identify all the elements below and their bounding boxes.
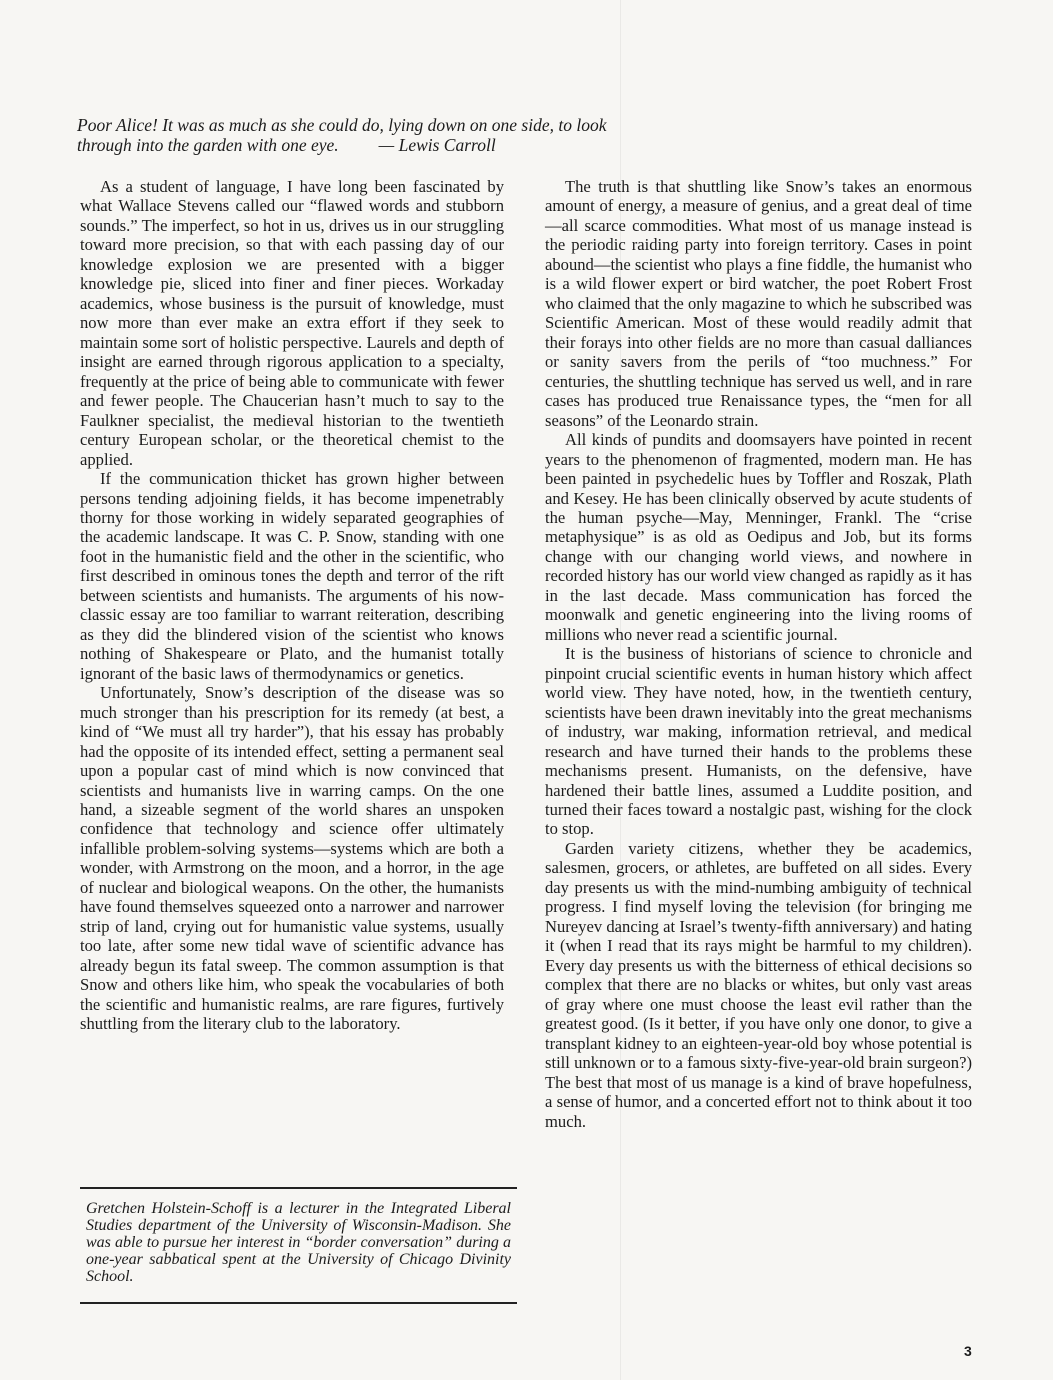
- right-column: [545, 177, 972, 1131]
- epigraph-attribution: — Lewis Carroll: [378, 135, 496, 155]
- epigraph: [77, 115, 737, 155]
- paragraph-3: Unfortunately, Snow’s description of the disease was so much stronger than his prescription for its remedy (at best, a kind of “We must all try harder”), that his essay has probably had the opposite of its intended effect, setting a permanent seal upon a popular cast of mind which is now convinced that scientists and humanists live in warring camps. On the one hand, a sizeable segment of the world shares an unspoken confidence that technology and science offer ultimately infallible problem-solving systems—systems which are both a wonder, with Armstrong on the moon, and a horror, in the age of nuclear and biological weapons. On the other, the humanists have found themselves squeezed onto a narrower and narrower strip of land, crying out for humanistic value systems, usually too late, after some new tidal wave of scientific advance has already begun its fatal sweep. The common assumption is that Snow and others like him, who speak the vocabularies of both the scientific and humanistic realms, are rare figures, furtively shuttling from the literary club to the laboratory.: [80, 683, 504, 1034]
- bio-bottom-rule: [80, 1302, 517, 1304]
- author-bio: Gretchen Holstein-Schoff is a lecturer in the Integrated Liberal Studies department of the University of Wisconsin-Madison. She was able to pursue her interest in “border conversation” during a one-year sabbatical spent at the University of Chicago Divinity School.: [86, 1200, 511, 1285]
- paragraph-4: The truth is that shuttling like Snow’s takes an enormous amount of energy, a measure of genius, and a great deal of time—all scarce commodities. What most of us manage instead is the periodic raiding party into foreign territory. Cases in point abound—the scientist who plays a fine fiddle, the humanist who is a wild flower expert or bird watcher, the poet Robert Frost who claimed that the only magazine to which he subscribed was Scientific American. Most of these would readily admit that their forays into other fields are no more than casual dalliances or sanity savers from the perils of “too muchness.” For centuries, the shuttling technique has served us well, and in rare cases has produced true Renaissance types, the “men for all seasons” of the Leonardo strain.: [545, 177, 972, 430]
- paragraph-5: All kinds of pundits and doomsayers have pointed in recent years to the phenomenon of fragmented, modern man. He has been painted in psychedelic hues by Toffler and Roszak, Plath and Kesey. He has been clinically observed by acute students of the human psyche—May, Menninger, Frankl. The “crise metaphysique” is as old as Oedipus and Job, but its forms change with our changing world views, and nowhere in recorded history has our world view changed as rapidly as it has in the last decade. Mass communication has forced the moonwalk and genetic engineering into the living rooms of millions who never read a scientific journal.: [545, 430, 972, 644]
- paragraph-6: It is the business of historians of science to chronicle and pinpoint crucial scientific events in human history which affect world view. They have noted, how, in the twentieth century, scientists have been drawn inevitably into the great mechanisms of industry, war making, information retrieval, and medical research and have turned their hands to the problems these mechanisms present. Humanists, on the defensive, have hardened their battle lines, assumed a Luddite position, and turned their faces toward a nostalgic past, wishing for the clock to stop.: [545, 644, 972, 839]
- paragraph-2: If the communication thicket has grown higher between persons tending adjoining fields, it has become impenetrably thorny for those working in widely separated geographies of the academic landscape. It was C. P. Snow, standing with one foot in the humanistic field and the other in the scientific, who first described in ominous tones the depth and terror of the rift between scientists and humanists. The arguments of his now-classic essay are too familiar to warrant reiteration, describing as they did the blindered vision of the scientist who knows nothing of Shakespeare or Plato, and the humanist totally ignorant of the basic laws of thermodynamics or genetics.: [80, 469, 504, 683]
- bio-top-rule: [80, 1187, 517, 1189]
- paragraph-1: As a student of language, I have long been fascinated by what Wallace Stevens called our “flawed words and stubborn sounds.” The imperfect, so hot in us, drives us in our struggling toward more precision, so that with each passing day of our knowledge explosion we are presented with a bigger knowledge pie, sliced into finer and finer pieces. Workaday academics, whose business is the pursuit of knowledge, must now more than ever make an extra effort if they seek to maintain some sort of holistic perspective. Laurels and depth of insight are earned through rigorous application to a specialty, frequently at the price of being able to communicate with fewer and fewer people. The Chaucerian hasn’t much to say to the Faulkner specialist, the medieval historian to the twentieth century European scholar, or the theoretical chemist to the applied.: [80, 177, 504, 469]
- epigraph-line-1: Poor Alice! It was as much as she could do, lying down on one side, to look: [77, 115, 607, 135]
- paragraph-7: Garden variety citizens, whether they be academics, salesmen, grocers, or athletes, are buffeted on all sides. Every day presents us with the mind-numbing ambiguity of technical progress. I find myself loving the television (for bringing me Nureyev dancing at Israel’s twenty-fifth anniversary) and hating it (when I read that its rays might be harmful to my children). Every day presents us with the bitterness of ethical decisions so complex that there are no blacks or whites, but only vast areas of gray where one must choose the least evil rather than the greatest good. (Is it better, if you have only one donor, to give a transplant kidney to an eighteen-year-old boy whose potential is still unknown or to a famous sixty-five-year-old brain surgeon?) The best that most of us manage is a kind of brave hopefulness, a sense of humor, and a concerted effort not to think about it too much.: [545, 838, 972, 1131]
- page-number: 3: [964, 1343, 972, 1359]
- epigraph-line-2: through into the garden with one eye.: [77, 135, 339, 155]
- left-column: [80, 177, 504, 1034]
